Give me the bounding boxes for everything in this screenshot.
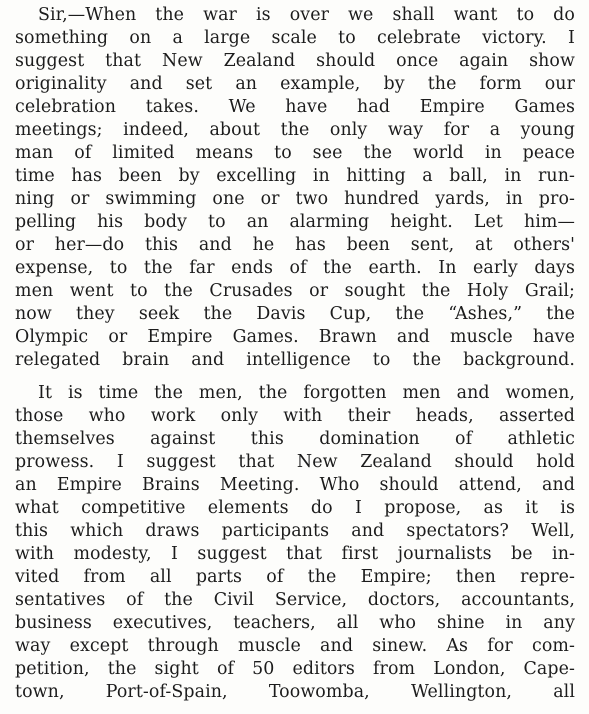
paragraph-2-line-1: It is time the men, the forgotten men and women, [38, 383, 575, 403]
paragraph-2-line-4: prowess. I suggest that New Zealand should hold [15, 452, 575, 472]
paragraph-2-line-9: vited from all parts of the Empire; then repre- [15, 567, 575, 587]
paragraph-2-line-8: with modesty, I suggest that first journalists be in- [15, 544, 575, 564]
paragraph-1-line-4: originality and set an example, by the form our [15, 74, 575, 94]
paragraph-1-line-16: relegated brain and intelligence to the background. [15, 350, 575, 370]
paragraph-2-line-2: those who work only with their heads, asserted [15, 406, 575, 426]
paragraph-2-line-7: this which draws participants and spectators? Well, [15, 521, 575, 541]
paragraph-1-line-1: Sir,—When the war is over we shall want to do [38, 5, 575, 25]
paragraph-1-line-8: time has been by excelling in hitting a ball, in run- [15, 166, 575, 186]
paragraph-1-line-11: or her—do this and he has been sent, at others' [15, 235, 575, 255]
paragraph-2-line-5: an Empire Brains Meeting. Who should attend, and [15, 475, 575, 495]
paragraph-2-line-14: town, Port-of-Spain, Toowomba, Wellington, all [15, 682, 575, 702]
paragraph-1-line-10: pelling his body to an alarming height. Let him— [15, 212, 575, 232]
paragraph-2-line-12: way except through muscle and sinew. As for com- [15, 636, 575, 656]
paragraph-1-line-2: something on a large scale to celebrate victory. I [15, 28, 575, 48]
paragraph-2-line-3: themselves against this domination of athletic [15, 429, 575, 449]
paragraph-2-line-6: what competitive elements do I propose, as it is [15, 498, 575, 518]
paragraph-1-line-3: suggest that New Zealand should once again show [15, 51, 575, 71]
paragraph-1-line-12: expense, to the far ends of the earth. In early days [15, 258, 575, 278]
paragraph-1-line-15: Olympic or Empire Games. Brawn and muscle have [15, 327, 575, 347]
paragraph-2-line-10: sentatives of the Civil Service, doctors, accountants, [15, 590, 575, 610]
paragraph-1-line-7: man of limited means to see the world in peace [15, 143, 575, 163]
paragraph-1-line-13: men went to the Crusades or sought the Holy Grail; [15, 281, 575, 301]
paragraph-1-line-14: now they seek the Davis Cup, the “Ashes,” the [15, 304, 575, 324]
paragraph-1-line-5: celebration takes. We have had Empire Games [15, 97, 575, 117]
paragraph-1-line-6: meetings; indeed, about the only way for a young [15, 120, 575, 140]
paragraph-1-line-9: ning or swimming one or two hundred yards, in pro- [15, 189, 575, 209]
paragraph-2-line-13: petition, the sight of 50 editors from London, Cape- [15, 659, 575, 679]
paragraph-2-line-11: business executives, teachers, all who shine in any [15, 613, 575, 633]
